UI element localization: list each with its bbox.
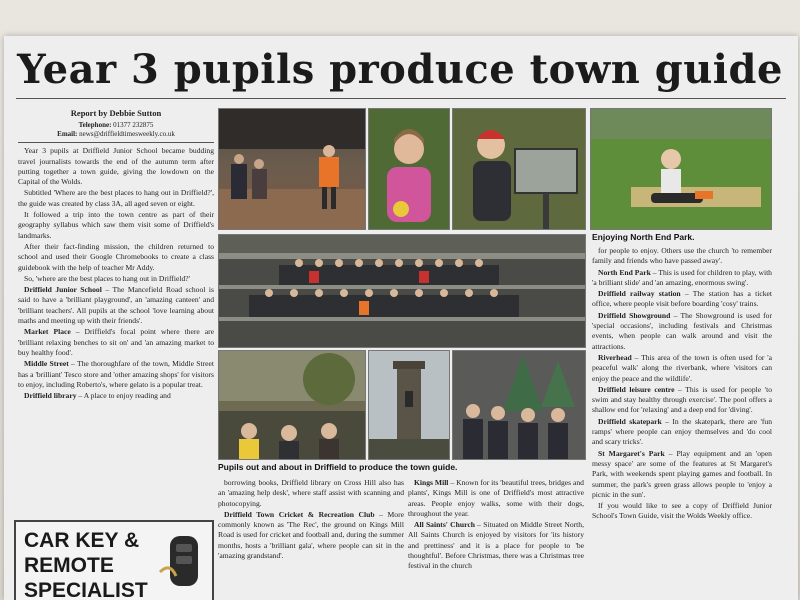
kings-mill-illustration xyxy=(219,351,365,459)
photo-kings-mill xyxy=(218,350,366,460)
park-illustration xyxy=(591,109,771,229)
photo-grandstand xyxy=(218,234,586,348)
entry-text: – A place to enjoy reading and xyxy=(76,391,171,401)
entry-paragraph xyxy=(18,391,214,401)
entry-name: Middle Street xyxy=(24,359,69,369)
advert-line-3: SPECIALIST xyxy=(24,579,148,600)
entry-text: – Driffield's focal point where there are 'brilliant relaxing benches to sit on' and 'an amazing market to buy healthy food'. xyxy=(18,327,214,357)
entry-paragraph xyxy=(408,520,584,571)
entry-text: – This is used for people 'to swim and stay healthy through exercise'. The pool offers a shallow end for 'relaxing' and a deep end for 'diving'. xyxy=(592,384,772,415)
advert-title xyxy=(24,528,148,600)
entry-text: – The thoroughfare of the town, Middle Street has a 'brilliant' Tesco store and 'other amazing shops' for visitors to enjoy, including Roberto's, where gelato is a popular treat. xyxy=(18,359,214,389)
church-interior-illustration xyxy=(453,351,585,459)
girl-illustration xyxy=(369,109,449,229)
entry-paragraph xyxy=(592,449,772,500)
grandstand-illustration xyxy=(219,235,585,347)
entry-text: – Situated on Middle Street North, All Saints Church is enjoyed by visitors for 'its history and prettiness' and it is a place for people to 'be thoughtful'. Before Christmas, there was a Christmas tree festival in the church xyxy=(408,520,584,571)
column-4 xyxy=(592,246,772,598)
intro-paragraph: So, 'where are the best places to hang out in Driffield?' xyxy=(24,273,191,283)
entry-text: – In the skatepark, there are 'fun ramps' where people can enjoy themselves and 'do cool and scary tricks'. xyxy=(592,416,772,447)
photo-north-end-park xyxy=(590,108,772,230)
advert-line-2: REMOTE xyxy=(24,554,114,577)
car-key-advert xyxy=(14,520,214,600)
market-place-illustration xyxy=(219,109,365,229)
entry-name: Kings Mill xyxy=(414,478,449,487)
body-paragraph: borrowing books, Driffield library on Cross Hill also has an 'amazing help desk', where staff assist with scanning and photocopying. xyxy=(218,478,404,508)
entry-paragraph xyxy=(592,353,772,384)
contact-info xyxy=(18,121,214,139)
byline: Report by Debbie Sutton xyxy=(70,108,162,118)
church-illustration xyxy=(369,351,449,459)
intro-paragraph: Subtitled 'Where are the best places to hang out in Driffield?', the guide was created by class 3A, all aged seven or eight. xyxy=(18,188,214,208)
headline-rule xyxy=(16,98,786,99)
intro-paragraph: After their fact-finding mission, the children returned to school and used their Google Chromebooks to create a class guidebook with the help of teacher Mr Addy. xyxy=(18,241,214,272)
entry-paragraph xyxy=(18,285,214,326)
entry-paragraph xyxy=(592,311,772,352)
entry-name: St Margaret's Park xyxy=(598,448,665,458)
entry-text: – The Mancefield Road school is said to have a 'brilliant playground', an 'amazing canteen' and 'brilliant teachers'. All pupils at the school 'love learning about maths and meeting up with their friends'. xyxy=(18,285,214,326)
headline: Year 3 pupils produce town guide xyxy=(17,46,783,93)
entry-paragraph xyxy=(592,385,772,416)
email-line xyxy=(18,130,214,139)
entry-name: Driffield Town Cricket & Recreation Club xyxy=(224,509,375,519)
photo-christmas-tree-festival xyxy=(452,350,586,460)
photo-market-place xyxy=(218,108,366,230)
entry-text: – The Showground is used for 'special occasions', including festivals and Christmas events, when people can walk around and visit the attractions. xyxy=(592,310,772,351)
car-key-icon xyxy=(156,532,208,598)
advert-line-1: CAR KEY & xyxy=(24,529,140,552)
entry-text: – Known for its 'beautiful trees, bridges and plants', Kings Mill is one of Driffield's most attractive areas. People enjoy walks, some with their dogs, throughout the year. xyxy=(408,478,584,518)
entry-name: Market Place xyxy=(24,327,71,337)
entry-text: – The station has a ticket office, where people visit before boarding 'cosy' trains. xyxy=(592,289,772,309)
telephone-label: Telephone: xyxy=(78,121,112,130)
caption-park: Enjoying North End Park. xyxy=(592,232,695,242)
entry-paragraph xyxy=(408,478,584,519)
entry-name: North End Park xyxy=(598,267,651,277)
column-3 xyxy=(408,478,584,598)
entry-name: Driffield railway station xyxy=(598,289,681,299)
entry-name: Driffield Junior School xyxy=(24,285,102,295)
closing-paragraph: If you would like to see a copy of Driffield Junior School's Town Guide, visit the Wolds Weekly office. xyxy=(592,501,772,521)
entry-text: – This area of the town is often used for 'a peaceful walk' along the riverbank, where 'visitors can enjoy the peace and the wildlife'. xyxy=(592,352,772,383)
entry-paragraph xyxy=(592,289,772,310)
entry-name: Driffield leisure centre xyxy=(598,384,675,394)
intro-paragraph: Year 3 pupils at Driffield Junior School became budding travel journalists towards the end of the autumn term after putting together a town guide, giving the lowdown on the Capital of the Wolds. xyxy=(18,146,214,187)
byline-rule xyxy=(18,142,214,143)
entry-name: Riverhead xyxy=(598,352,632,362)
column-1 xyxy=(18,108,214,508)
entry-paragraph xyxy=(18,359,214,390)
entry-paragraph xyxy=(218,510,404,561)
email-label: Email: xyxy=(57,130,78,139)
entry-name: Driffield library xyxy=(24,391,77,401)
entry-name: All Saints' Church xyxy=(414,520,475,530)
entry-name: Driffield skatepark xyxy=(598,416,662,426)
photo-all-saints-church xyxy=(368,350,450,460)
telephone-line xyxy=(18,121,214,130)
entry-paragraph xyxy=(592,268,772,289)
email-address: news@driffieldtimesweekly.co.uk xyxy=(79,130,175,139)
body-paragraph: for people to enjoy. Others use the church 'to remember family and friends who have passed away'. xyxy=(592,246,772,266)
entry-text: – Play equipment and an 'open messy space' are some of the features at St Margaret's Park, with weekends spent playing games and football. In summer, the park's green grass allows people to 'enjoy a picnic in the sun'. xyxy=(592,448,772,499)
entry-text: – This is used for children to play, with 'a brilliant slide' and 'an amazing, enormous swing'. xyxy=(592,267,772,287)
newspaper-page xyxy=(4,36,798,600)
entry-text: – More commonly known as 'The Rec', the ground on Kings Mill Road is used for cricket and football and, during the summer months, hosts a 'brilliant gala', where people can sit in the 'amazing grandstand'. xyxy=(218,509,404,561)
entry-paragraph xyxy=(18,327,214,358)
boy-illustration xyxy=(453,109,585,229)
photo-girl-pink-coat xyxy=(368,108,450,230)
caption-main: Pupils out and about in Driffield to produce the town guide. xyxy=(218,462,458,472)
entry-paragraph xyxy=(592,417,772,448)
photo-boy-with-map xyxy=(452,108,586,230)
entry-name: Driffield Showground xyxy=(598,310,671,320)
intro-paragraph: It followed a trip into the town centre as part of their geography syllabus which saw them visit some of Driffield's landmarks. xyxy=(18,210,214,240)
telephone-number: 01377 232875 xyxy=(113,121,154,130)
column-2 xyxy=(218,478,404,598)
